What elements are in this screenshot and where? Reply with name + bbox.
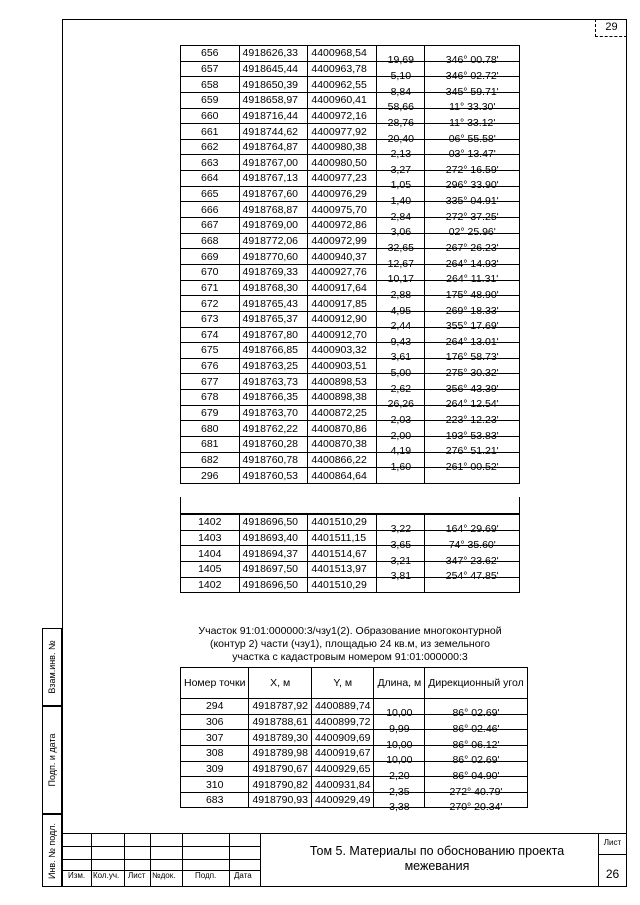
parcel-caption (180, 625, 520, 664)
length-cell: 1,60 (377, 452, 425, 468)
stamp-col-koluch: Кол.уч. (93, 871, 120, 880)
point-number-cell: 664 (181, 171, 240, 187)
length-cell: 8,84 (377, 77, 425, 93)
x-coordinate-cell: 4918787,92 (249, 699, 311, 715)
direction-angle-cell: 355° 17.69' (425, 311, 520, 327)
length-cell: 3,81 (377, 561, 425, 577)
direction-angle-cell: 345° 59.71' (425, 77, 520, 93)
direction-angle-cell: 269° 18.33' (425, 296, 520, 312)
length-cell: 58,66 (377, 92, 425, 108)
sheet-label: Лист (603, 838, 622, 847)
coordinates-table-1 (180, 45, 520, 484)
point-number-cell: 671 (181, 280, 240, 296)
length-cell: 3,61 (377, 343, 425, 359)
y-coordinate-cell: 4400940,37 (308, 249, 377, 265)
length-cell: 2,35 (374, 777, 425, 793)
header-angle: Дирекционный угол (425, 668, 527, 699)
length-cell: 5,00 (377, 358, 425, 374)
point-number-cell: 659 (181, 92, 240, 108)
x-coordinate-cell: 4918696,50 (239, 515, 308, 531)
length-cell: 20,40 (377, 124, 425, 140)
length-cell: 2,88 (377, 280, 425, 296)
point-number-cell: 680 (181, 421, 240, 437)
x-coordinate-cell: 4918769,00 (239, 218, 308, 234)
point-number-cell: 662 (181, 139, 240, 155)
direction-angle-cell: 86° 02.69' (425, 699, 527, 715)
x-coordinate-cell: 4918760,28 (239, 437, 308, 453)
x-coordinate-cell: 4918769,33 (239, 264, 308, 280)
direction-angle-cell: 276° 51.21' (425, 437, 520, 453)
table-row (181, 699, 528, 715)
x-coordinate-cell: 4918762,22 (239, 421, 308, 437)
direction-angle-cell: 223° 12.23' (425, 405, 520, 421)
x-coordinate-cell: 4918789,98 (249, 745, 311, 761)
x-coordinate-cell: 4918767,00 (239, 155, 308, 171)
length-cell: 3,38 (374, 792, 425, 808)
x-coordinate-cell: 4918760,53 (239, 468, 308, 484)
stamp-col-podp: Подп. (195, 871, 217, 880)
x-coordinate-cell: 4918764,87 (239, 139, 308, 155)
direction-angle-cell: 86° 04.90' (425, 761, 527, 777)
length-cell: 3,21 (377, 546, 425, 562)
length-cell: 2,20 (374, 761, 425, 777)
y-coordinate-cell: 4400972,16 (308, 108, 377, 124)
stamp-col-ndok: №док. (152, 871, 176, 880)
x-coordinate-cell: 4918760,78 (239, 452, 308, 468)
x-coordinate-cell: 4918790,93 (249, 792, 311, 808)
point-number-cell: 681 (181, 437, 240, 453)
y-coordinate-cell: 4400903,51 (308, 358, 377, 374)
sidebar-inv-label: Инв. № подл. (47, 822, 57, 879)
direction-angle-cell: 164° 29.69' (425, 515, 520, 531)
point-number-cell: 308 (181, 745, 249, 761)
direction-angle-cell: 347° 23.62' (425, 546, 520, 562)
point-number-cell: 1402 (181, 515, 240, 531)
x-coordinate-cell: 4918790,67 (249, 761, 311, 777)
y-coordinate-cell: 4400903,32 (308, 343, 377, 359)
direction-angle-cell: 267° 26.23' (425, 233, 520, 249)
point-number-cell: 1404 (181, 546, 240, 562)
direction-angle-cell: 74° 35.60' (425, 530, 520, 546)
point-number-cell: 668 (181, 233, 240, 249)
direction-angle-cell: 272° 16.59' (425, 155, 520, 171)
x-coordinate-cell: 4918658,97 (239, 92, 308, 108)
y-coordinate-cell: 4400929,49 (311, 792, 373, 808)
direction-angle-cell: 176° 58.73' (425, 343, 520, 359)
length-cell: 3,22 (377, 515, 425, 531)
point-number-cell: 309 (181, 761, 249, 777)
x-coordinate-cell: 4918788,61 (249, 714, 311, 730)
y-coordinate-cell: 4400917,85 (308, 296, 377, 312)
length-cell: 1,05 (377, 171, 425, 187)
length-cell: 10,00 (374, 699, 425, 715)
point-number-cell: 667 (181, 218, 240, 234)
direction-angle-cell: 261° 00.52' (425, 452, 520, 468)
point-number-cell: 666 (181, 202, 240, 218)
y-coordinate-cell: 4400977,23 (308, 171, 377, 187)
point-number-cell: 296 (181, 468, 240, 484)
direction-angle-cell: 335° 04.91' (425, 186, 520, 202)
x-coordinate-cell: 4918765,37 (239, 311, 308, 327)
length-cell: 5,10 (377, 61, 425, 77)
sheet-number: 26 (605, 867, 620, 881)
point-number-cell: 661 (181, 124, 240, 140)
length-cell: 26,26 (377, 390, 425, 406)
direction-angle-cell: 272° 40.79' (425, 777, 527, 793)
x-coordinate-cell: 4918626,33 (239, 46, 308, 62)
y-coordinate-cell: 4400977,92 (308, 124, 377, 140)
point-number-cell: 665 (181, 186, 240, 202)
x-coordinate-cell: 4918772,06 (239, 233, 308, 249)
length-cell: 3,27 (377, 155, 425, 171)
x-coordinate-cell: 4918763,70 (239, 405, 308, 421)
caption-line-3: участка с кадастровым номером 91:01:000000:3 (232, 651, 468, 663)
y-coordinate-cell: 4400972,86 (308, 218, 377, 234)
y-coordinate-cell: 4400929,65 (311, 761, 373, 777)
direction-angle-cell: 11° 33.12' (425, 108, 520, 124)
y-coordinate-cell: 4400899,72 (311, 714, 373, 730)
point-number-cell: 660 (181, 108, 240, 124)
point-number-cell: 310 (181, 777, 249, 793)
y-coordinate-cell: 4400963,78 (308, 61, 377, 77)
sidebar-vzam-label: Взам.инв. № (47, 640, 57, 694)
y-coordinate-cell: 4400912,90 (308, 311, 377, 327)
sidebar-vzam (42, 628, 62, 706)
x-coordinate-cell: 4918770,60 (239, 249, 308, 265)
direction-angle-cell: 175° 48.90' (425, 280, 520, 296)
length-cell: 2,84 (377, 202, 425, 218)
stamp-col-list: Лист (128, 871, 146, 880)
y-coordinate-cell: 4400870,38 (308, 437, 377, 453)
direction-angle-cell: 346° 02.72' (425, 61, 520, 77)
direction-angle-cell: 11° 33.30' (425, 92, 520, 108)
direction-angle-cell: 86° 06.12' (425, 730, 527, 746)
point-number-cell: 663 (181, 155, 240, 171)
length-cell: 3,06 (377, 218, 425, 234)
length-cell (377, 468, 425, 484)
point-number-cell: 294 (181, 699, 249, 715)
y-coordinate-cell: 4400980,50 (308, 155, 377, 171)
length-cell: 10,17 (377, 264, 425, 280)
document-title (267, 844, 607, 874)
page-number-top: 29 (595, 19, 627, 37)
x-coordinate-cell: 4918767,60 (239, 186, 308, 202)
x-coordinate-cell: 4918768,30 (239, 280, 308, 296)
header-point: Номер точки (181, 668, 249, 699)
y-coordinate-cell: 4400898,53 (308, 374, 377, 390)
length-cell: 4,95 (377, 296, 425, 312)
table-header-row (181, 668, 528, 699)
stamp-col-izm: Изм. (68, 871, 86, 880)
y-coordinate-cell: 4400931,84 (311, 777, 373, 793)
direction-angle-cell: 02° 25.96' (425, 218, 520, 234)
length-cell: 19,69 (377, 46, 425, 62)
x-coordinate-cell: 4918696,50 (239, 577, 308, 593)
y-coordinate-cell: 4400889,74 (311, 699, 373, 715)
direction-angle-cell: 346° 00.78' (425, 46, 520, 62)
direction-angle-cell: 275° 30.32' (425, 358, 520, 374)
x-coordinate-cell: 4918716,44 (239, 108, 308, 124)
coordinates-table-2 (180, 514, 520, 593)
point-number-cell: 678 (181, 390, 240, 406)
x-coordinate-cell: 4918763,25 (239, 358, 308, 374)
x-coordinate-cell: 4918694,37 (239, 546, 308, 562)
length-cell: 3,65 (377, 530, 425, 546)
point-number-cell: 306 (181, 714, 249, 730)
direction-angle-cell: 86° 02.46' (425, 714, 527, 730)
direction-angle-cell: 272° 37.25' (425, 202, 520, 218)
length-cell (377, 577, 425, 593)
direction-angle-cell: 264° 14.93' (425, 249, 520, 265)
length-cell: 2,44 (377, 311, 425, 327)
point-number-cell: 656 (181, 46, 240, 62)
sidebar-podp (42, 706, 62, 814)
x-coordinate-cell: 4918790,82 (249, 777, 311, 793)
point-number-cell: 307 (181, 730, 249, 746)
x-coordinate-cell: 4918766,35 (239, 390, 308, 406)
caption-line-2: (контур 2) части (чзу1), площадью 24 кв.м, из земельного (209, 638, 491, 650)
x-coordinate-cell: 4918697,50 (239, 561, 308, 577)
length-cell: 28,76 (377, 108, 425, 124)
y-coordinate-cell: 4400919,67 (311, 745, 373, 761)
y-coordinate-cell: 4400976,29 (308, 186, 377, 202)
point-number-cell: 658 (181, 77, 240, 93)
point-number-cell: 657 (181, 61, 240, 77)
caption-line-1: Участок 91:01:000000:3/чзу1(2). Образование многоконтурной (198, 625, 502, 637)
point-number-cell: 676 (181, 358, 240, 374)
point-number-cell: 669 (181, 249, 240, 265)
direction-angle-cell: 254° 47.85' (425, 561, 520, 577)
point-number-cell: 675 (181, 343, 240, 359)
y-coordinate-cell: 4400898,38 (308, 390, 377, 406)
point-number-cell: 1405 (181, 561, 240, 577)
y-coordinate-cell: 4401510,29 (308, 515, 377, 531)
y-coordinate-cell: 4400912,70 (308, 327, 377, 343)
sidebar-inv (42, 814, 62, 887)
header-length: Длина, м (374, 668, 425, 699)
stamp-col-data: Дата (234, 871, 252, 880)
y-coordinate-cell: 4400975,70 (308, 202, 377, 218)
header-x: X, м (249, 668, 311, 699)
title-block (62, 833, 627, 887)
point-number-cell: 679 (181, 405, 240, 421)
length-cell: 9,99 (374, 714, 425, 730)
x-coordinate-cell: 4918789,30 (249, 730, 311, 746)
y-coordinate-cell: 4401511,15 (308, 530, 377, 546)
coordinates-table-3 (180, 667, 528, 814)
length-cell: 10,00 (374, 745, 425, 761)
direction-angle-cell: 264° 12.54' (425, 390, 520, 406)
length-cell: 2,13 (377, 139, 425, 155)
y-coordinate-cell: 4401510,29 (308, 577, 377, 593)
x-coordinate-cell: 4918766,85 (239, 343, 308, 359)
direction-angle-cell: 264° 11.31' (425, 264, 520, 280)
length-cell: 1,40 (377, 186, 425, 202)
point-number-cell: 683 (181, 792, 249, 808)
x-coordinate-cell: 4918645,44 (239, 61, 308, 77)
y-coordinate-cell: 4400962,55 (308, 77, 377, 93)
y-coordinate-cell: 4400960,41 (308, 92, 377, 108)
point-number-cell: 682 (181, 452, 240, 468)
length-cell: 9,43 (377, 327, 425, 343)
y-coordinate-cell: 4400866,22 (308, 452, 377, 468)
y-coordinate-cell: 4400917,64 (308, 280, 377, 296)
x-coordinate-cell: 4918650,39 (239, 77, 308, 93)
point-number-cell: 677 (181, 374, 240, 390)
x-coordinate-cell: 4918693,40 (239, 530, 308, 546)
y-coordinate-cell: 4401514,67 (308, 546, 377, 562)
x-coordinate-cell: 4918765,43 (239, 296, 308, 312)
y-coordinate-cell: 4400872,25 (308, 405, 377, 421)
direction-angle-cell: 06° 55.58' (425, 124, 520, 140)
length-cell: 12,67 (377, 249, 425, 265)
y-coordinate-cell: 4400927,76 (308, 264, 377, 280)
y-coordinate-cell: 4400980,38 (308, 139, 377, 155)
y-coordinate-cell: 4400909,69 (311, 730, 373, 746)
point-number-cell: 672 (181, 296, 240, 312)
x-coordinate-cell: 4918744,62 (239, 124, 308, 140)
direction-angle-cell: 264° 13.01' (425, 327, 520, 343)
direction-angle-cell: 356° 43.39' (425, 374, 520, 390)
header-y: Y, м (311, 668, 373, 699)
y-coordinate-cell: 4400968,54 (308, 46, 377, 62)
length-cell: 4,19 (377, 437, 425, 453)
point-number-cell: 1403 (181, 530, 240, 546)
table-row (181, 515, 520, 531)
title-line-1: Том 5. Материалы по обоснованию проекта (309, 844, 565, 858)
table-row (181, 46, 520, 62)
x-coordinate-cell: 4918767,80 (239, 327, 308, 343)
y-coordinate-cell: 4400864,64 (308, 468, 377, 484)
table-separator (180, 497, 520, 514)
direction-angle-cell: 270° 20.34' (425, 792, 527, 808)
title-line-2: межевания (404, 859, 470, 873)
point-number-cell: 674 (181, 327, 240, 343)
length-cell: 2,00 (377, 421, 425, 437)
point-number-cell: 673 (181, 311, 240, 327)
y-coordinate-cell: 4401513,97 (308, 561, 377, 577)
x-coordinate-cell: 4918767,13 (239, 171, 308, 187)
direction-angle-cell: 03° 13.47' (425, 139, 520, 155)
y-coordinate-cell: 4400972,99 (308, 233, 377, 249)
length-cell: 2,03 (377, 405, 425, 421)
x-coordinate-cell: 4918763,73 (239, 374, 308, 390)
length-cell: 2,62 (377, 374, 425, 390)
direction-angle-cell: 296° 33.90' (425, 171, 520, 187)
length-cell: 32,65 (377, 233, 425, 249)
direction-angle-cell: 193° 53.83' (425, 421, 520, 437)
y-coordinate-cell: 4400870,86 (308, 421, 377, 437)
point-number-cell: 670 (181, 264, 240, 280)
sidebar-podp-label: Подп. и дата (47, 733, 57, 787)
direction-angle-cell: 86° 02.69' (425, 745, 527, 761)
length-cell: 10,00 (374, 730, 425, 746)
point-number-cell: 1402 (181, 577, 240, 593)
x-coordinate-cell: 4918768,87 (239, 202, 308, 218)
